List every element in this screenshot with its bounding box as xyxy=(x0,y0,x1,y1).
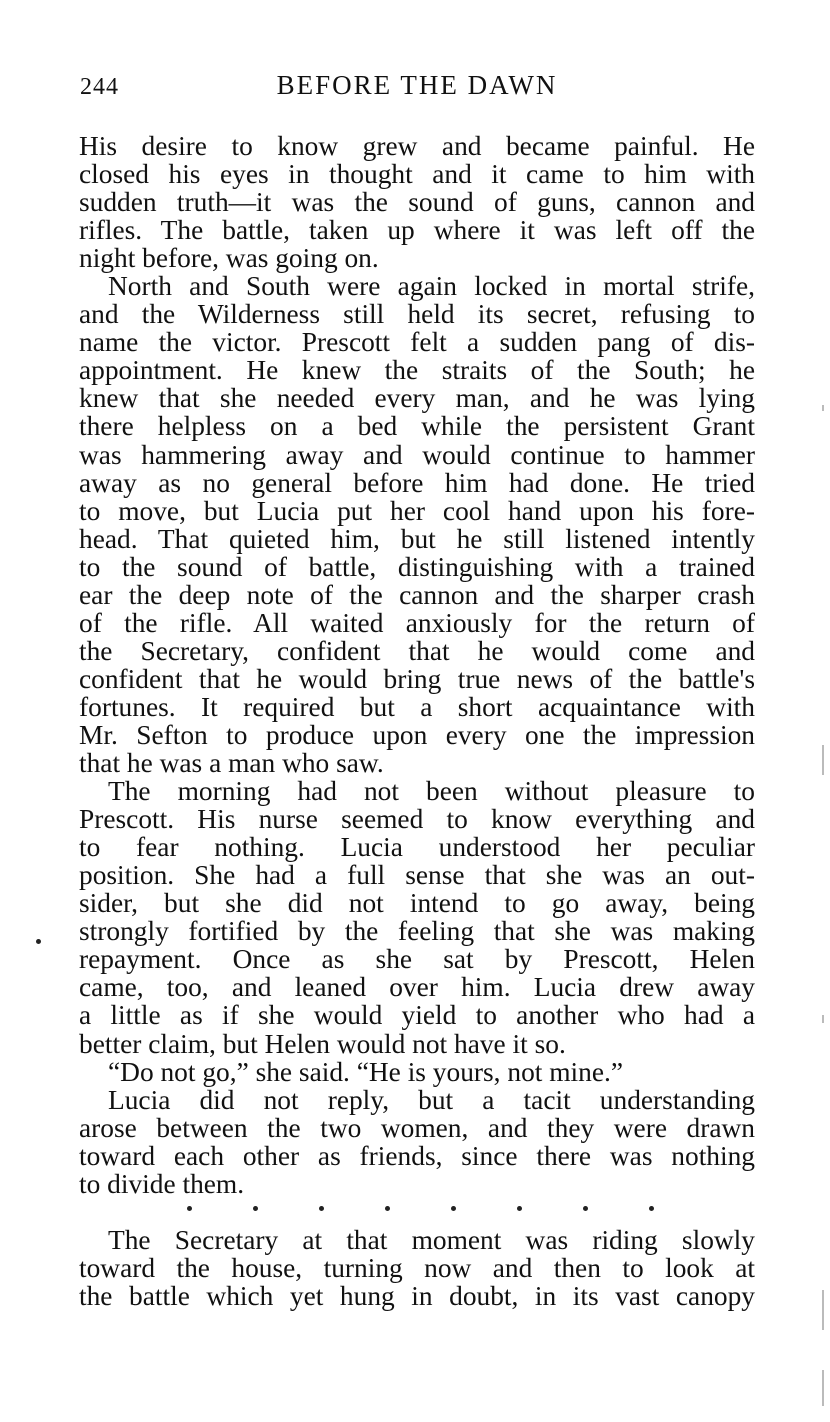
text-line: to move, but Lucia put her cool hand upon his fore- xyxy=(79,495,755,526)
paragraph xyxy=(79,777,755,1057)
text-line: The morning had not been without pleasure to xyxy=(108,776,755,807)
text-line: Lucia did not reply, but a tacit understanding xyxy=(108,1084,755,1115)
text-line: confident that he would bring true news of the battle's xyxy=(79,663,755,694)
scan-speck xyxy=(822,405,824,411)
text-line: to divide them. xyxy=(79,1168,245,1199)
text-line: arose between the two women, and they were drawn xyxy=(79,1112,755,1143)
text-line: to the sound of battle, distinguishing with a trained xyxy=(79,551,755,582)
running-title: BEFORE THE DAWN xyxy=(276,70,558,100)
paragraph xyxy=(79,1226,755,1310)
text-line: to fear nothing. Lucia understood her peculiar xyxy=(79,832,755,863)
text-line: night before, was going on. xyxy=(79,243,379,274)
break-dot xyxy=(319,1206,324,1211)
paragraph xyxy=(79,272,755,777)
text-line: name the victor. Prescott felt a sudden pang of dis- xyxy=(79,327,755,358)
page-number: 244 xyxy=(80,74,119,100)
text-line: there helpless on a bed while the persistent Grant xyxy=(79,411,755,442)
text-line: strongly fortified by the feeling that she was making xyxy=(79,916,755,947)
text-line: closed his eyes in thought and it came to him with xyxy=(79,159,755,190)
body-text xyxy=(79,132,755,1310)
text-line: ear the deep note of the cannon and the sharper crash xyxy=(79,579,755,610)
text-line: better claim, but Helen would not have it so. xyxy=(79,1028,566,1059)
text-line: knew that she needed every man, and he was lying xyxy=(79,383,755,414)
break-dot xyxy=(583,1206,588,1211)
text-line: toward each other as friends, since there was nothing xyxy=(79,1140,755,1171)
text-line: the Secretary, confident that he would come and xyxy=(79,635,755,666)
text-line: head. That quieted him, but he still listened intently xyxy=(79,523,755,554)
paragraph xyxy=(79,132,755,272)
break-dot xyxy=(649,1206,654,1211)
break-dot xyxy=(517,1206,522,1211)
scan-speck xyxy=(822,1370,824,1406)
text-line: fortunes. It required but a short acquaintance with xyxy=(79,691,755,722)
scan-speck xyxy=(822,1290,824,1330)
page-header xyxy=(80,70,754,106)
text-line: away as no general before him had done. He tried xyxy=(79,467,755,498)
paragraph xyxy=(79,1086,755,1198)
paragraph xyxy=(79,1058,755,1086)
text-line: repayment. Once as she sat by Prescott, Helen xyxy=(79,944,755,975)
margin-mark xyxy=(36,939,41,944)
section-break xyxy=(79,1198,755,1226)
text-line: His desire to know grew and became painful. He xyxy=(79,131,755,161)
text-line: sider, but she did not intend to go away, being xyxy=(79,888,755,919)
text-line: toward the house, turning now and then to look at xyxy=(79,1252,755,1283)
text-line: of the rifle. All waited anxiously for the return of xyxy=(79,607,755,638)
text-line: the battle which yet hung in doubt, in its vast canopy xyxy=(79,1280,755,1311)
break-dot xyxy=(385,1206,390,1211)
text-line: “Do not go,” she said. “He is yours, not mine.” xyxy=(108,1056,623,1087)
text-line: sudden truth—it was the sound of guns, cannon and xyxy=(79,187,755,218)
text-line: The Secretary at that moment was riding slowly xyxy=(108,1224,755,1255)
text-line: North and South were again locked in mortal strife, xyxy=(108,271,755,302)
scan-speck xyxy=(822,745,824,775)
break-dot xyxy=(451,1206,456,1211)
break-dot xyxy=(187,1206,192,1211)
text-line: that he was a man who saw. xyxy=(79,748,384,779)
text-line: came, too, and leaned over him. Lucia drew away xyxy=(79,972,755,1003)
text-line: rifles. The battle, taken up where it was left off the xyxy=(79,215,755,246)
text-line: was hammering away and would continue to hammer xyxy=(79,439,755,470)
break-dot xyxy=(253,1206,258,1211)
text-line: appointment. He knew the straits of the South; he xyxy=(79,355,755,386)
text-line: and the Wilderness still held its secret, refusing to xyxy=(79,299,755,330)
text-line: position. She had a full sense that she was an out- xyxy=(79,860,755,891)
text-line: Mr. Sefton to produce upon every one the impression xyxy=(79,719,755,750)
scan-speck xyxy=(822,1015,824,1023)
text-line: a little as if she would yield to another who had a xyxy=(79,1000,755,1031)
text-line: Prescott. His nurse seemed to know everything and xyxy=(79,804,755,835)
